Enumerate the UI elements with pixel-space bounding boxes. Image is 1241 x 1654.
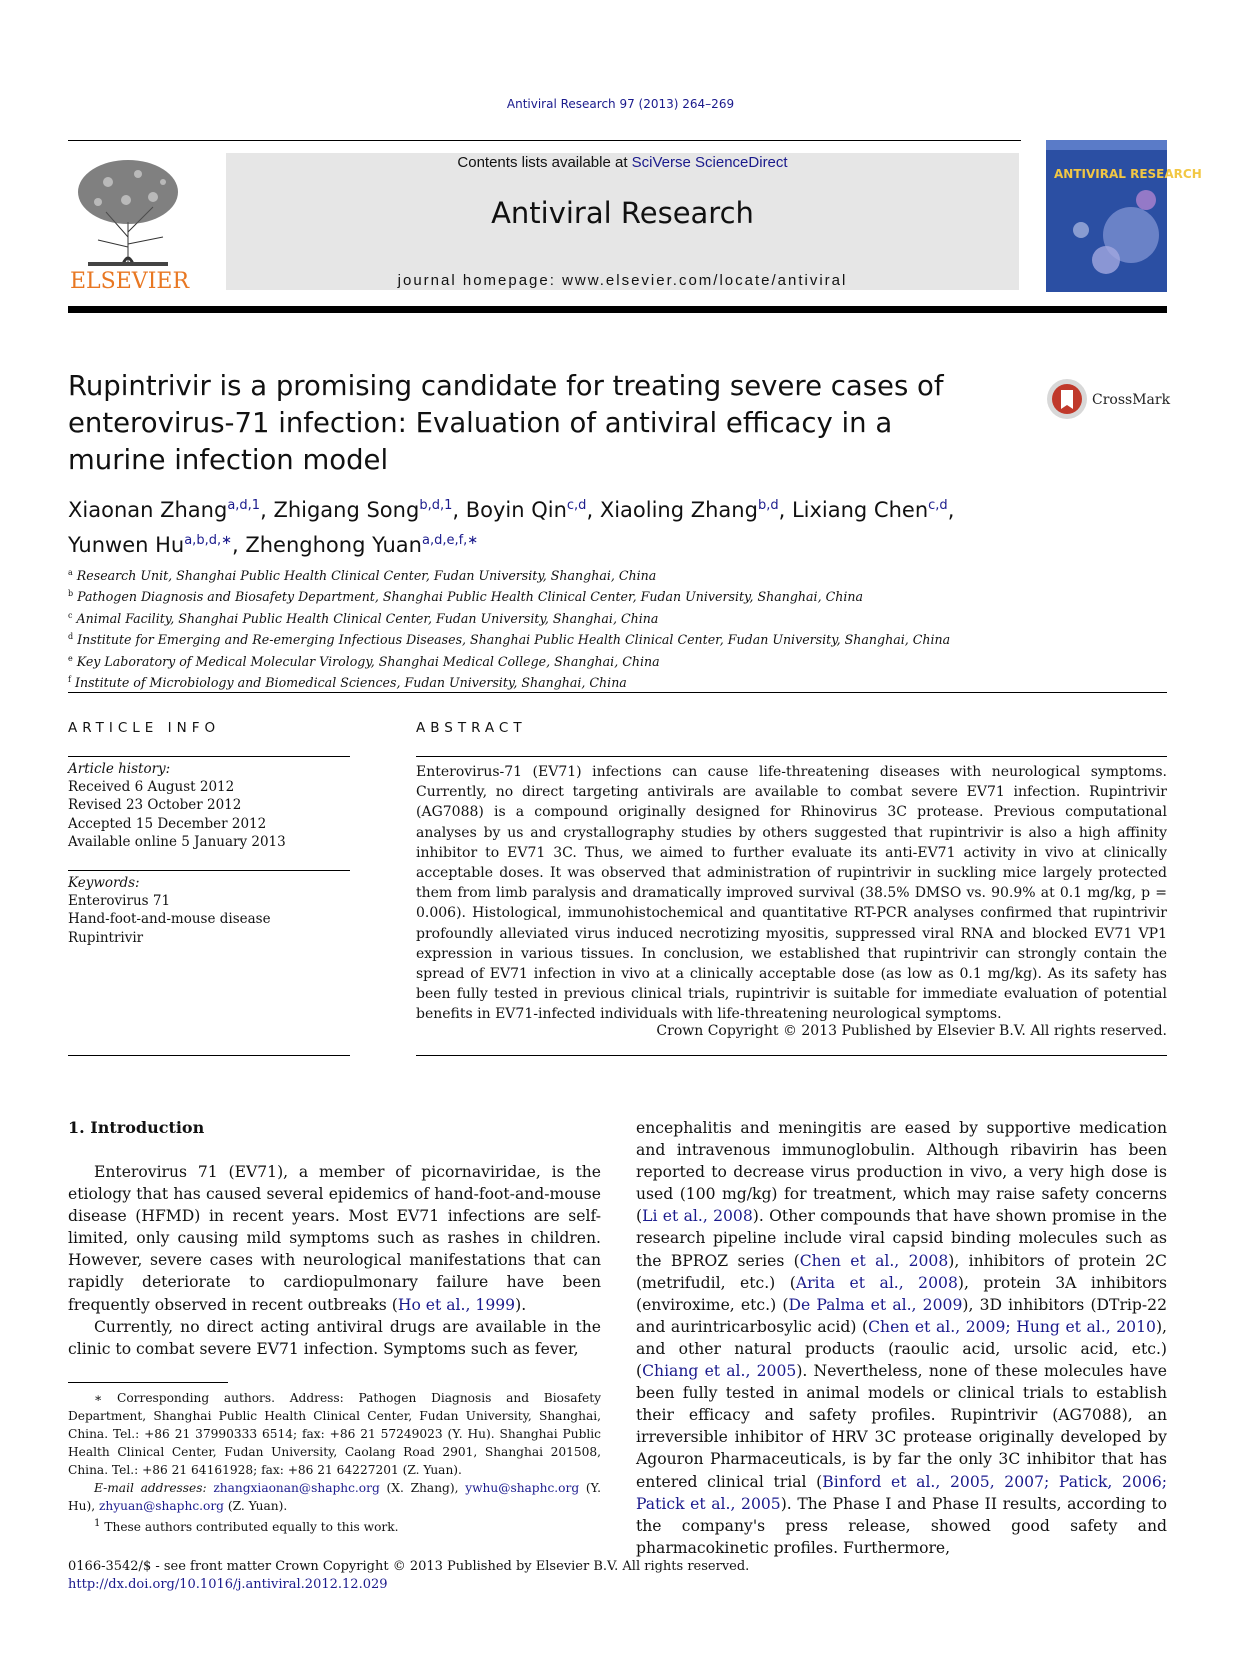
article-title: Rupintrivir is a promising candidate for treating severe cases of enterovirus-71 infection: Evaluation of antiviral efficacy in a murine infection model (68, 370, 944, 476)
equal-contribution-note: $^1$ These authors contributed equally to this work. (94, 1518, 399, 1535)
contents-prefix: Contents lists available at (457, 154, 632, 171)
history-item: Accepted 15 December 2012 (68, 815, 267, 832)
author[interactable]: Lixiang Chen$^{c,d}$ (791, 498, 948, 522)
abstract-heading: ABSTRACT (416, 720, 527, 736)
body-text: ), and other natural products (raoulic acid, ursolic acid, etc.) ( (636, 1317, 1167, 1381)
journal-homepage[interactable]: journal homepage: www.elsevier.com/locate/antiviral (397, 272, 848, 289)
article-history (68, 760, 350, 851)
body-text: ). The Phase I and Phase II results, according to the company's press release, showed good safety and pharmacokinetic profiles. Furthermore, (636, 1494, 1167, 1557)
history-item: Revised 23 October 2012 (68, 797, 242, 814)
corresponding-author-note: ∗ Corresponding authors. Address: Pathogen Diagnosis and Biosafety Department, Shanghai Public Health Clinical Center, Fudan University, Shanghai, China. Tel.: +86 21 37990333 6514; fax: +86 21 57249023 (Y. Hu). Shanghai Public Health Clinical Center, Fudan University, Caolang Road 2901, Shanghai 201508, China. Tel.: +86 21 64161928; fax: +86 21 64227201 (Z. Yuan). (68, 1391, 601, 1477)
keywords (68, 874, 350, 947)
affiliations (68, 564, 1168, 692)
keyword: Rupintrivir (68, 929, 144, 946)
body-text: ). Other compounds that have shown promise in the research pipeline include viral capsid binding molecules such as the BPROZ series ( (636, 1207, 1167, 1270)
citation-link[interactable]: Chen et al., 2009; Hung et al., 2010 (868, 1317, 1156, 1336)
cover-title: ANTIVIRAL RESEARCH (1054, 167, 1202, 181)
affiliation: $^c$ Animal Facility, Shanghai Public Health Clinical Center, Fudan University, Shanghai, China (68, 610, 659, 626)
email-link[interactable]: zhyuan@shaphc.org (98, 1499, 224, 1513)
intro-paragraph: Currently, no direct acting antiviral drugs are available in the clinic to combat severe EV71 infection. Symptoms such as fever, (68, 1317, 601, 1358)
article-info-rule (68, 756, 350, 757)
abstract-rule (416, 756, 1167, 757)
intro-paragraph: Enterovirus 71 (EV71), a member of picornaviridae, is the etiology that has caused several epidemics of hand-foot-and-mouse disease (HFMD) in recent years. Most EV71 infections are self-limited, only causing mild symptoms such as rashes in children. However, severe cases with neurological manifestations that can rapidly deteriorate to cardiopulmonary failure have been frequently observed in recent outbreaks (Ho et al., 1999). (68, 1163, 601, 1314)
elsevier-logo (68, 152, 196, 292)
footnotes (68, 1389, 601, 1536)
elsevier-tree-icon (68, 152, 196, 292)
history-item: Available online 5 January 2013 (68, 833, 286, 850)
body-text: ). Nevertheless, none of these molecules have been fully tested in animal models or clinical trials to establish their efficacy and safety profiles. Rupintrivir (AG7088), an irreversible inhibitor of HRV 3C protease originally developed by Agouron Pharmaceuticals, is by far the only 3C inhibitor that has entered clinical trial ( (636, 1362, 1167, 1491)
email-link[interactable]: zhangxiaonan@shaphc.org (213, 1481, 380, 1495)
footnote-rule (68, 1382, 228, 1383)
contents-line (226, 154, 1019, 171)
author[interactable]: Xiaoling Zhang$^{b,d}$ (599, 498, 779, 522)
doi-link[interactable]: http://dx.doi.org/10.1016/j.antiviral.2012.12.029 (68, 1577, 388, 1592)
author[interactable]: Zhenghong Yuan$^{a,d,e,f,∗}$ (245, 533, 479, 557)
section-rule (68, 692, 1167, 693)
citation-link[interactable]: Chen et al., 2008 (799, 1251, 949, 1270)
author[interactable]: Zhigang Song$^{b,d,1}$ (273, 498, 453, 522)
bottom-meta (68, 1558, 749, 1594)
keyword: Hand-foot-and-mouse disease (68, 911, 271, 928)
elsevier-wordmark: ELSEVIER (70, 269, 190, 294)
info-bottom-rule (68, 1055, 350, 1056)
body-text: ), protein 3A inhibitors (enviroxime, etc.) ( (636, 1273, 1167, 1314)
abstract-bottom-rule (416, 1055, 1167, 1056)
affiliation: $^e$ Key Laboratory of Medical Molecular Virology, Shanghai Medical College, Shanghai, China (68, 653, 660, 669)
citation-link[interactable]: De Palma et al., 2009 (788, 1295, 963, 1314)
keywords-label: Keywords: (68, 875, 140, 891)
affiliation: $^a$ Research Unit, Shanghai Public Health Clinical Center, Fudan University, Shanghai, China (68, 568, 657, 584)
history-rule (68, 870, 350, 871)
intro-heading: 1. Introduction (68, 1118, 205, 1137)
abstract-copyright: Crown Copyright © 2013 Published by Elsevier B.V. All rights reserved. (656, 1023, 1167, 1039)
issn-line: 0166-3542/$ - see front matter Crown Copyright © 2013 Published by Elsevier B.V. All rights reserved. (68, 1559, 750, 1574)
journal-title: Antiviral Research (491, 196, 754, 230)
body-text: ), 3D inhibitors (DTrip-22 and aurintricarbosylic acid) ( (636, 1295, 1167, 1336)
citation-link[interactable]: Ho et al., 1999 (397, 1295, 516, 1314)
sciencedirect-link[interactable]: SciVerse ScienceDirect (631, 154, 788, 171)
history-item: Received 6 August 2012 (68, 779, 235, 796)
affiliation: $^f$ Institute of Microbiology and Biomedical Sciences, Fudan University, Shanghai, China (68, 674, 627, 691)
keyword: Enterovirus 71 (68, 893, 171, 910)
citation-link[interactable]: Chiang et al., 2005 (642, 1362, 797, 1381)
history-label: Article history: (68, 761, 171, 777)
author[interactable]: Boyin Qin$^{c,d}$ (465, 498, 587, 522)
affiliation: $^b$ Pathogen Diagnosis and Biosafety Department, Shanghai Public Health Clinical Center, Fudan University, Shanghai, China (68, 589, 863, 605)
abstract-text: Enterovirus-71 (EV71) infections can cause life-threatening diseases with neurological symptoms. Currently, no direct targeting antivirals are available to combat severe EV71 infection. Rupintrivir (AG7088) is a compound originally designed for Rhinovirus 3C protease. Previous computational analyses by us and crystallography studies by others suggested that rupintrivir is also a high affinity inhibitor to EV71 3C. Thus, we aimed to further evaluate its anti-EV71 activity in vivo at clinically acceptable doses. It was observed that administration of rupintrivir in suckling mice largely protected them from limb paralysis and dramatically improved survival (38.5% DMSO vs. 90.9% at 0.1 mg/kg, p = 0.006). Histological, immunohistochemical and quantitative RT-PCR analyses confirmed that rupintrivir profoundly alleviated virus induced necrotizing myositis, suppressed viral RNA and blocked EV71 VP1 expression in various tissues. In conclusion, we established that rupintrivir can strongly contain the spread of EV71 infection in vivo at a clinically acceptable dose (as low as 0.1 mg/kg). As its safety has been fully tested in previous clinical trials, rupintrivir is suitable for immediate evaluation of potential benefits in EV71-infected individuals with life-threatening neurological symptoms. (416, 764, 1167, 1023)
header-rule (68, 140, 1021, 141)
crossmark-badge[interactable] (1046, 378, 1171, 420)
crossmark-label: CrossMark (1092, 392, 1171, 408)
email-link[interactable]: ywhu@shaphc.org (465, 1481, 580, 1495)
body-text: encephalitis and meningitis are eased by supportive medication and intravenous immunoglobulin. Although ribavirin has been reported to decrease virus production in vivo, a very high dose is used (100 mg/kg) for treatment, which may raise safety concerns ( (636, 1119, 1167, 1226)
affiliation: $^d$ Institute for Emerging and Re-emerging Infectious Diseases, Shanghai Public Health Clinical Center, Fudan University, Shanghai, China (68, 632, 951, 648)
journal-cover-image (1046, 140, 1202, 292)
author[interactable]: Yunwen $Hu^{a,b,d,∗}$ (68, 533, 232, 557)
email-note: E-mail addresses: zhangxiaonan@shaphc.org (X. Zhang), ywhu@shaphc.org (Y. Hu), zhyuan@shaphc.org (Z. Yuan). (68, 1481, 601, 1513)
citation-link[interactable]: Li et al., 2008 (642, 1207, 753, 1226)
citation-link[interactable]: Binford et al., 2005, 2007; Patick, 2006; Patick et al., 2005 (636, 1472, 1167, 1513)
article-info-heading: ARTICLE INFO (68, 720, 221, 736)
journal-citation[interactable]: Antiviral Research 97 (2013) 264–269 (506, 97, 735, 111)
header-heavy-rule (68, 306, 1167, 313)
intro-right-column (636, 1117, 1167, 1559)
author[interactable]: Xiaonan Zhang$^{a,d,1}$ (68, 498, 261, 522)
citation-link[interactable]: Arita et al., 2008 (795, 1273, 958, 1292)
intro-left-column (68, 1161, 601, 1360)
body-text: ), inhibitors of protein 2C (metrifudil, etc.) ( (636, 1251, 1167, 1292)
author-list: Xiaonan Zhang$^{a,d,1}$, Zhigang Song$^{b,d,1}$, Boyin Qin$^{c,d}$, Xiaoling Zhang$^{b,d}$, Lixiang Chen$^{c,d}$, Yunwen $Hu^{a,b,d,∗}$, Zhenghong Yuan$^{a,d,e,f,∗}$ (68, 498, 955, 557)
